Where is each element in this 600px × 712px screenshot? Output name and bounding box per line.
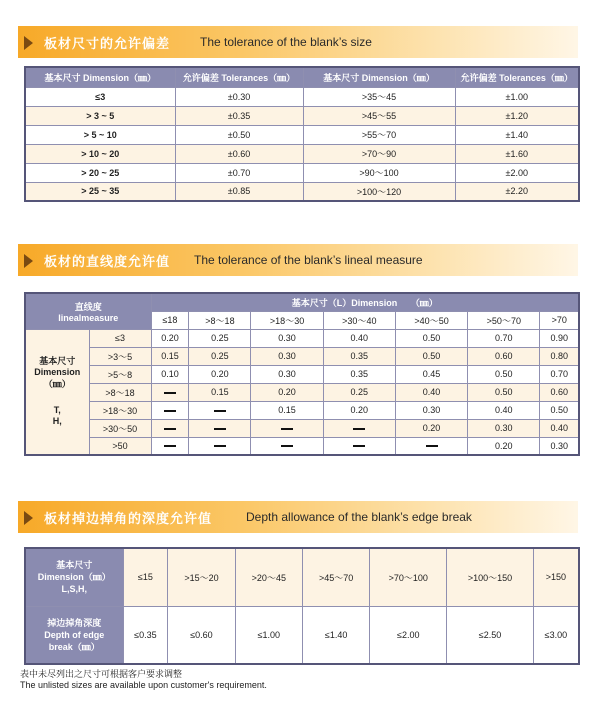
cell: >35～45 — [303, 87, 455, 106]
table-row — [25, 163, 579, 182]
table-header-row — [25, 67, 579, 87]
cell — [151, 419, 189, 437]
cell: 0.25 — [323, 383, 395, 401]
table-row — [25, 383, 579, 401]
cell: ±1.20 — [455, 106, 579, 125]
table-header-row — [25, 293, 579, 311]
cell: ±0.50 — [175, 125, 303, 144]
cell: >70～90 — [303, 144, 455, 163]
cell: 0.30 — [395, 401, 467, 419]
cell: > 3 ~ 5 — [25, 106, 175, 125]
column-header: >50～70 — [468, 311, 540, 329]
cell: 0.90 — [540, 329, 579, 347]
table-row — [25, 606, 579, 664]
dash-mark — [353, 428, 365, 430]
section1-banner — [18, 26, 578, 58]
cell: > 10 ~ 20 — [25, 144, 175, 163]
edge-break-table — [24, 547, 580, 665]
cell: 0.30 — [251, 329, 323, 347]
cell: 0.70 — [540, 365, 579, 383]
cell: >45～70 — [302, 548, 369, 606]
cell: 0.60 — [468, 347, 540, 365]
row-header-dimension — [25, 548, 123, 606]
triangle-icon — [24, 511, 33, 525]
cell: ±1.60 — [455, 144, 579, 163]
dash-mark — [281, 428, 293, 430]
header-dimension: 基本尺寸 Dimension（㎜） — [25, 67, 175, 87]
cell: ±0.30 — [175, 87, 303, 106]
cell: >150 — [533, 548, 579, 606]
cell — [251, 419, 323, 437]
cell: 0.40 — [468, 401, 540, 419]
column-header: >8～18 — [189, 311, 251, 329]
cell: 0.30 — [251, 347, 323, 365]
section2-banner — [18, 244, 578, 276]
column-header: >40～50 — [395, 311, 467, 329]
cell: ≤2.00 — [370, 606, 447, 664]
cell: >55～70 — [303, 125, 455, 144]
cell: ≤0.35 — [123, 606, 168, 664]
cell: 0.50 — [540, 401, 579, 419]
dash-mark — [164, 392, 176, 394]
footer-note-en: The unlisted sizes are available upon customer's requirement. — [20, 680, 267, 690]
column-header: ≤18 — [151, 311, 189, 329]
cell: 0.30 — [540, 437, 579, 455]
label-zh: 掉边掉角深度 — [47, 617, 102, 628]
cell: ≤3 — [25, 87, 175, 106]
cell: > 5 ~ 10 — [25, 125, 175, 144]
section3-title-zh: 板材掉边掉角的深度允许值 — [44, 511, 213, 526]
top-header: 基本尺寸（L）Dimension （㎜） — [151, 293, 579, 311]
table-row — [25, 419, 579, 437]
side-t: T, — [53, 404, 61, 415]
cell: 0.25 — [189, 329, 251, 347]
section3-banner — [18, 501, 578, 533]
row-label: >5～8 — [89, 365, 151, 383]
table-row — [25, 125, 579, 144]
row-label: ≤3 — [89, 329, 151, 347]
section2-title-zh: 板材的直线度允许值 — [44, 254, 171, 269]
cell: 0.50 — [468, 383, 540, 401]
header-dimension: 基本尺寸 Dimension（㎜） — [303, 67, 455, 87]
section3-title-en: Depth allowance of the blank’s edge break — [246, 510, 472, 524]
cell: 0.40 — [395, 383, 467, 401]
side-header — [25, 329, 89, 455]
table-row — [25, 329, 579, 347]
cell — [189, 401, 251, 419]
table-row — [25, 365, 579, 383]
cell: 0.20 — [323, 401, 395, 419]
cell: ±0.70 — [175, 163, 303, 182]
cell: ≤3.00 — [533, 606, 579, 664]
cell: ≤1.40 — [302, 606, 369, 664]
dash-mark — [164, 428, 176, 430]
table-row — [25, 437, 579, 455]
dash-mark — [426, 445, 438, 447]
dash-mark — [353, 445, 365, 447]
cell: 0.50 — [395, 329, 467, 347]
table-row — [25, 87, 579, 106]
cell: 0.15 — [251, 401, 323, 419]
triangle-icon — [24, 36, 33, 50]
column-header: >18～30 — [251, 311, 323, 329]
row-label: >50 — [89, 437, 151, 455]
cell: 0.40 — [323, 329, 395, 347]
cell: >90～100 — [303, 163, 455, 182]
dash-mark — [281, 445, 293, 447]
section1-title-en: The tolerance of the blank’s size — [200, 35, 372, 49]
dash-mark — [214, 445, 226, 447]
dash-mark — [214, 428, 226, 430]
cell — [323, 419, 395, 437]
cell: 0.10 — [151, 365, 189, 383]
cell — [151, 383, 189, 401]
cell: 0.50 — [468, 365, 540, 383]
label-en: break（㎜） — [48, 641, 100, 652]
cell: ±0.85 — [175, 182, 303, 201]
size-tolerance-table — [24, 66, 580, 202]
cell: 0.20 — [251, 383, 323, 401]
cell: 0.35 — [323, 365, 395, 383]
cell: ±1.00 — [455, 87, 579, 106]
cell: >100～120 — [303, 182, 455, 201]
triangle-icon — [24, 254, 33, 268]
table-row — [25, 106, 579, 125]
cell: 0.30 — [251, 365, 323, 383]
cell — [189, 437, 251, 455]
table-row — [25, 548, 579, 606]
table-row — [25, 401, 579, 419]
cell — [151, 401, 189, 419]
side-h: H, — [52, 416, 62, 427]
side-zh: 基本尺寸 — [39, 355, 76, 366]
cell: 0.80 — [540, 347, 579, 365]
column-header: >30～40 — [323, 311, 395, 329]
section1-title-zh: 板材尺寸的允许偏差 — [44, 36, 171, 51]
footer-note-zh: 表中未尽列出之尺寸可根据客户要求调整 — [20, 669, 183, 679]
label-en: Dimension（㎜） — [37, 572, 111, 583]
table-row — [25, 347, 579, 365]
corner-en: linealmeasure — [58, 312, 119, 323]
cell: 0.45 — [395, 365, 467, 383]
cell: >20～45 — [235, 548, 302, 606]
row-label: >3～5 — [89, 347, 151, 365]
cell: > 25 ~ 35 — [25, 182, 175, 201]
cell: >70～100 — [370, 548, 447, 606]
cell: ≤2.50 — [447, 606, 533, 664]
table-row — [25, 182, 579, 201]
section2-title-en: The tolerance of the blank’s lineal measure — [194, 253, 423, 267]
label-sym: L,S,H, — [61, 584, 87, 595]
row-label: >8～18 — [89, 383, 151, 401]
cell: 0.50 — [395, 347, 467, 365]
header-tolerance: 允许偏差 Tolerances（㎜） — [175, 67, 303, 87]
cell: ±2.20 — [455, 182, 579, 201]
cell: >100～150 — [447, 548, 533, 606]
cell: ≤0.60 — [168, 606, 235, 664]
cell: 0.40 — [540, 419, 579, 437]
row-label: >30～50 — [89, 419, 151, 437]
cell: ±1.40 — [455, 125, 579, 144]
column-header: >70 — [540, 311, 579, 329]
dash-mark — [164, 445, 176, 447]
cell: 0.20 — [151, 329, 189, 347]
cell: ≤15 — [123, 548, 168, 606]
corner-zh: 直线度 — [74, 301, 102, 312]
cell: > 20 ~ 25 — [25, 163, 175, 182]
header-tolerance: 允许偏差 Tolerances（㎜） — [455, 67, 579, 87]
cell: 0.30 — [468, 419, 540, 437]
cell: 0.25 — [189, 347, 251, 365]
side-en: Dimension — [34, 367, 81, 378]
dash-mark — [164, 410, 176, 412]
label-zh: 基本尺寸 — [56, 560, 93, 571]
cell: 0.20 — [395, 419, 467, 437]
cell: >15～20 — [168, 548, 235, 606]
cell — [395, 437, 467, 455]
cell: 0.60 — [540, 383, 579, 401]
row-header-depth — [25, 606, 123, 664]
cell — [151, 437, 189, 455]
cell: ±0.35 — [175, 106, 303, 125]
cell: 0.15 — [189, 383, 251, 401]
cell: ≤1.00 — [235, 606, 302, 664]
cell — [323, 437, 395, 455]
lineal-measure-table — [24, 292, 580, 456]
side-unit: （㎜） — [43, 378, 71, 389]
dash-mark — [214, 410, 226, 412]
corner-header — [25, 293, 151, 329]
cell — [189, 419, 251, 437]
cell: 0.20 — [468, 437, 540, 455]
cell: ±0.60 — [175, 144, 303, 163]
row-label: >18～30 — [89, 401, 151, 419]
table-row — [25, 144, 579, 163]
cell: 0.20 — [189, 365, 251, 383]
cell: ±2.00 — [455, 163, 579, 182]
cell: 0.35 — [323, 347, 395, 365]
cell: 0.15 — [151, 347, 189, 365]
cell: >45～55 — [303, 106, 455, 125]
cell: 0.70 — [468, 329, 540, 347]
cell — [251, 437, 323, 455]
label-en: Depth of edge — [44, 629, 105, 640]
